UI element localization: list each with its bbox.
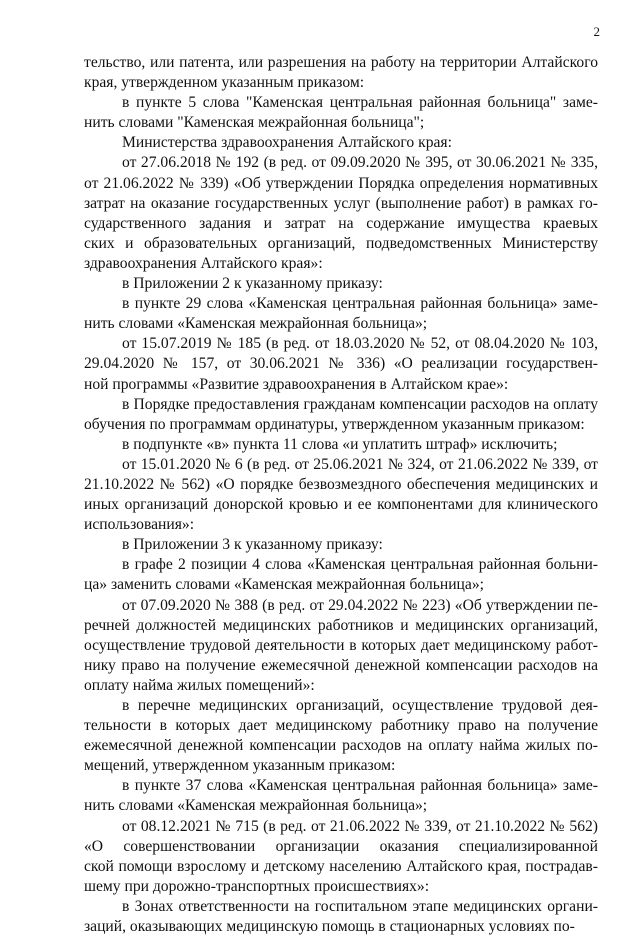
text-line: «О совершенствовании организации оказания специализированной: [84, 837, 598, 855]
paragraph: [84, 435, 598, 455]
text-line: в графе 2 позиции 4 слова «Каменская центральная районная больни-: [122, 556, 598, 574]
text-line: в подпункте «в» пункта 11 слова «и уплатить штраф» исключить;: [122, 435, 558, 453]
text-line: в пункте 29 слова «Каменская центральная районная больница» заме-: [122, 295, 598, 313]
text-line: от 15.07.2019 № 185 (в ред. от 18.03.2020 № 52, от 08.04.2020 № 103,: [122, 335, 598, 353]
text-line: в Приложении 2 к указанному приказу:: [122, 275, 383, 293]
paragraph: [84, 53, 598, 93]
text-line: от 08.12.2021 № 715 (в ред. от 21.06.2022 № 339, от 21.10.2022 № 562): [122, 817, 598, 835]
paragraph: [84, 555, 598, 595]
page-number: 2: [593, 24, 600, 39]
text-line: речней должностей медицинских работников и медицинских организаций,: [84, 616, 598, 634]
text-line: ца» заменить словами «Каменская межрайонная больница»;: [84, 576, 484, 594]
text-line: использования»:: [84, 516, 195, 534]
text-line: 29.04.2020 № 157, от 30.06.2021 № 336) «О реализации государствен-: [84, 355, 598, 373]
text-line: нить словами «Каменская межрайонная больница»;: [84, 797, 428, 815]
text-line: оплату найма жилых помещений»:: [84, 676, 315, 694]
text-line: 21.10.2022 № 562) «О порядке безвозмездного обеспечения медицинских и: [84, 475, 598, 493]
text-line: осуществление трудовой деятельности в которых дает медицинскому работ-: [84, 636, 598, 654]
text-line: в Порядке предоставления гражданам компенсации расходов на оплату: [122, 395, 598, 413]
text-line: ежемесячной денежной компенсации расходов на оплату найма жилых по-: [84, 737, 598, 755]
text-line: нику право на получение ежемесячной денежной компенсации расходов на: [84, 656, 598, 674]
text-line: заций, оказывающих медицинскую помощь в стационарных условиях по-: [84, 918, 575, 936]
text-line: здравоохранения Алтайского края»:: [84, 254, 323, 272]
text-line: в Зонах ответственности на госпитальном этапе медицинских органи-: [122, 897, 598, 915]
text-line: сударственного задания и затрат на содержание имущества краевых: [84, 214, 598, 232]
text-line: от 21.06.2022 № 339) «Об утверждении Порядка определения нормативных: [84, 174, 598, 192]
paragraph: [84, 696, 598, 776]
text-line: тельство, или патента, или разрешения на работу на территории Алтайского: [84, 54, 598, 71]
paragraph: [84, 395, 598, 435]
paragraph: [84, 817, 598, 897]
text-line: от 07.09.2020 № 388 (в ред. от 29.04.2022 № 223) «Об утверждении пе-: [122, 596, 598, 614]
paragraph: [84, 294, 598, 334]
text-line: ной программы «Развитие здравоохранения в Алтайском крае»:: [84, 375, 509, 393]
document-body: [84, 53, 598, 937]
text-line: от 15.01.2020 № 6 (в ред. от 25.06.2021 № 324, от 21.06.2022 № 339, от: [122, 455, 598, 473]
text-line: ских и образовательных организаций, подведомственных Министерству: [84, 234, 598, 252]
paragraph: [84, 153, 598, 274]
paragraph: [84, 133, 598, 153]
text-line: иных организаций донорской кровью и ее компонентами для клинического: [84, 496, 598, 514]
text-line: нить словами "Каменская межрайонная больница";: [84, 114, 425, 132]
paragraph: [84, 897, 598, 937]
text-line: мещений, утвержденном указанным приказом:: [84, 757, 396, 775]
text-line: края, утвержденном указанным приказом:: [84, 74, 365, 92]
text-line: в пункте 37 слова «Каменская центральная районная больница» заме-: [122, 777, 598, 795]
paragraph: [84, 274, 598, 294]
text-line: обучения по программам ординатуры, утвержденном указанным приказом:: [84, 415, 585, 433]
text-line: от 27.06.2018 № 192 (в ред. от 09.09.2020 № 395, от 30.06.2021 № 335,: [122, 154, 598, 172]
text-line: нить словами «Каменская межрайонная больница»;: [84, 315, 428, 333]
text-line: в пункте 5 слова "Каменская центральная районная больница" заме-: [122, 94, 598, 112]
paragraph: [84, 596, 598, 696]
text-line: Министерства здравоохранения Алтайского края:: [122, 134, 452, 152]
paragraph: [84, 334, 598, 394]
paragraph: [84, 535, 598, 555]
paragraph: [84, 776, 598, 816]
text-line: в Приложении 3 к указанному приказу:: [122, 536, 383, 554]
text-line: шему при дорожно-транспортных происшествиях»:: [84, 877, 430, 895]
text-line: ской помощи взрослому и детскому населению Алтайского края, пострадав-: [84, 857, 598, 875]
paragraph: [84, 93, 598, 133]
paragraph: [84, 455, 598, 535]
text-line: тельности в которых дает медицинскому работнику право на получение: [84, 717, 598, 735]
text-line: затрат на оказание государственных услуг (выполнение работ) в рамках го-: [84, 194, 598, 212]
text-line: в перечне медицинских организаций, осуществление трудовой дея-: [122, 697, 598, 714]
